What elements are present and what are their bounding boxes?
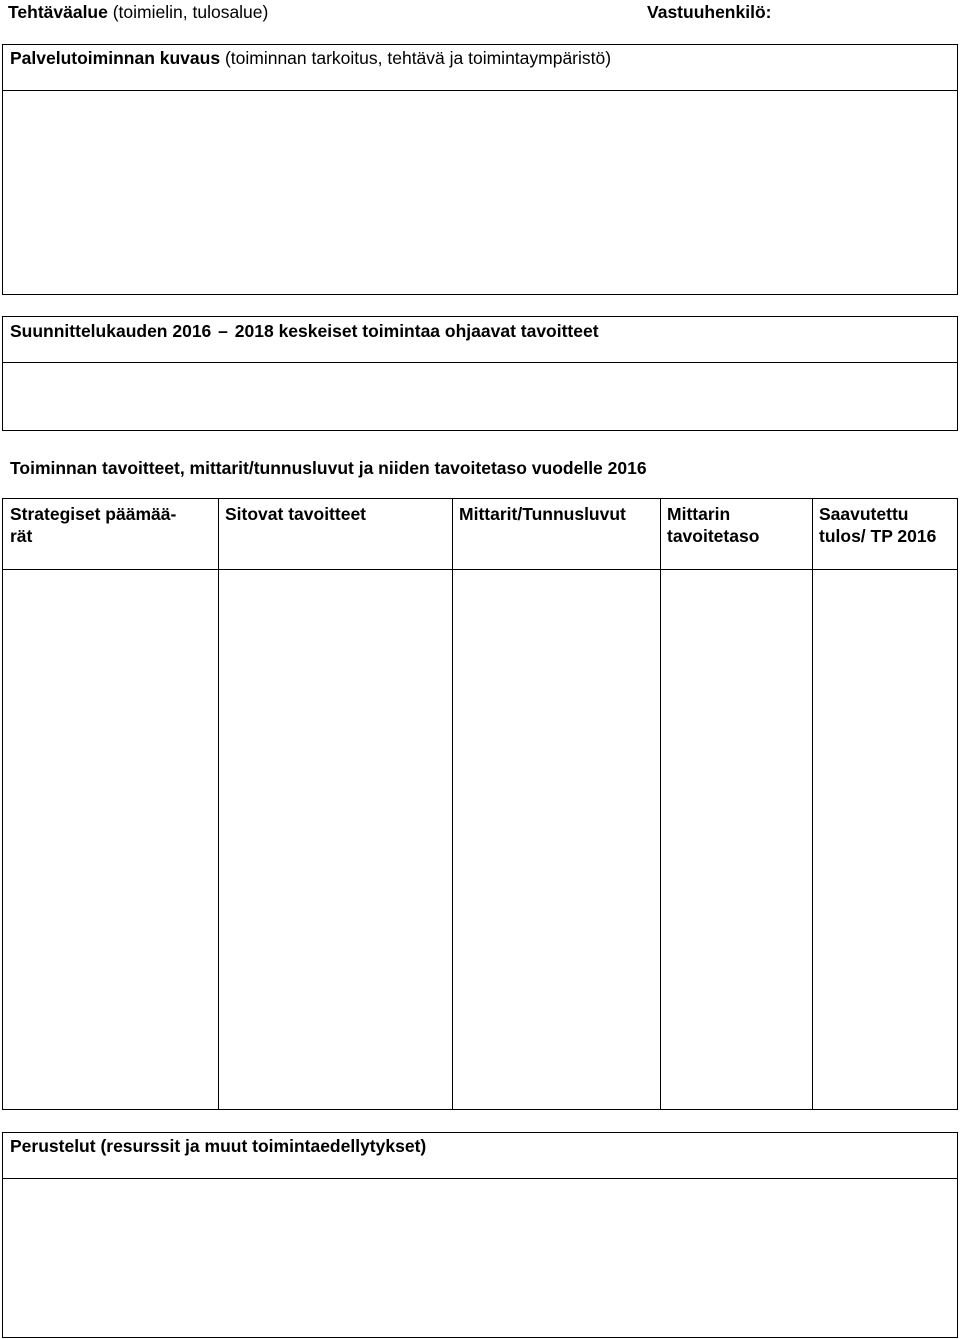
column-header-line: tulos/ TP 2016 bbox=[819, 526, 937, 546]
column-header-binding-objectives bbox=[225, 503, 366, 525]
column-header-indicators bbox=[459, 503, 626, 525]
service-description-title: Palvelutoiminnan kuvaus bbox=[10, 48, 221, 68]
indicator-target-cell[interactable] bbox=[661, 570, 812, 1109]
strategic-goals-cell[interactable] bbox=[3, 570, 218, 1109]
column-header-line: Saavutettu bbox=[819, 504, 909, 524]
responsible-person-label: Vastuuhenkilö: bbox=[647, 2, 772, 22]
planning-period-dash: – bbox=[218, 321, 228, 341]
service-description-field[interactable] bbox=[3, 91, 957, 294]
task-area-label bbox=[8, 1, 268, 23]
task-area-title: Tehtäväalue bbox=[8, 2, 108, 22]
column-header-line: Sitovat tavoitteet bbox=[225, 504, 366, 524]
indicators-cell[interactable] bbox=[453, 570, 660, 1109]
column-header-achieved-result bbox=[819, 503, 936, 547]
binding-objectives-cell[interactable] bbox=[219, 570, 452, 1109]
planning-period-title-suffix: 2018 keskeiset toimintaa ohjaavat tavoitteet bbox=[234, 321, 599, 341]
task-area-hint: (toimielin, tulosalue) bbox=[112, 2, 269, 22]
column-header-line: Mittarin bbox=[667, 504, 731, 524]
objectives-table bbox=[2, 498, 958, 1110]
service-description-hint: (toiminnan tarkoitus, tehtävä ja toimintaympäristö) bbox=[224, 48, 612, 68]
planning-period-title-prefix: Suunnittelukauden 2016 bbox=[10, 321, 212, 341]
service-description-section bbox=[2, 44, 958, 295]
justifications-section bbox=[2, 1132, 958, 1338]
planning-period-heading bbox=[10, 320, 599, 342]
objectives-title: Toiminnan tavoitteet, mittarit/tunnusluvut ja niiden tavoitetaso vuodelle 2016 bbox=[10, 458, 647, 478]
column-header-line: tavoitetaso bbox=[667, 526, 760, 546]
planning-period-field[interactable] bbox=[3, 363, 957, 430]
column-header-line: rät bbox=[10, 526, 33, 546]
column-header-strategic-goals bbox=[10, 503, 176, 547]
achieved-result-cell[interactable] bbox=[813, 570, 957, 1109]
justifications-title: Perustelut (resurssit ja muut toimintaedellytykset) bbox=[10, 1136, 427, 1156]
justifications-field[interactable] bbox=[3, 1179, 957, 1337]
column-header-indicator-target bbox=[667, 503, 759, 547]
column-header-line: Strategiset päämää- bbox=[10, 504, 177, 524]
planning-period-section bbox=[2, 316, 958, 431]
service-description-heading bbox=[10, 47, 611, 69]
column-header-line: Mittarit/Tunnusluvut bbox=[459, 504, 626, 524]
